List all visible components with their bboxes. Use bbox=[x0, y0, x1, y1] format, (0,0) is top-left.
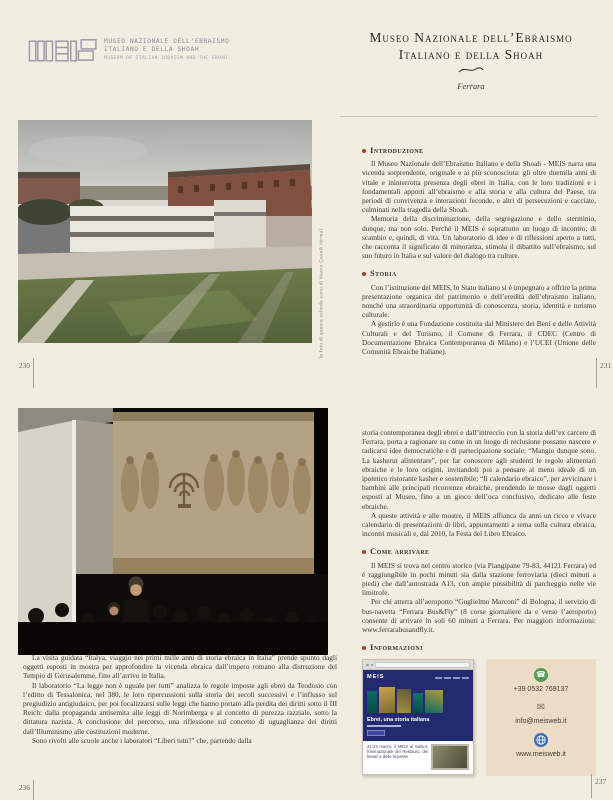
paragraph: storia contemporanea degli ebrei e dall’intreccio con la storia dell’ex carcere di Ferrara, porta a ragionare su come in un luogo di reclusione possano nascere e radicarsi idee democratiche e di partecipazione sociale; “Mangio dunque sono. La kasherut alimentare”, per far conoscere agli studenti le regole alimentari ebraiche e le loro origini, invitandoli poi a pensare al menu ideale di un ipotetico ristorante kasher e sostenibile; “Il calendario ebraico”, per avvicinare i bambini alle principali ricorrenze ebraiche, prendendo le mosse dagli oggetti esposti al Museo, fino a un gioco dell’oca conclusivo, dedicato alle feste ebraiche. bbox=[362, 428, 596, 511]
column-page-231 bbox=[362, 146, 596, 356]
section-heading-informazioni bbox=[362, 643, 596, 652]
paragraph: A queste attività e alle mostre, il MEIS affianca da anni un ricco e vivace calendario di presentazioni di libri, appuntamenti a tema sulla cultura ebraica, incontri musicali e, dal 2010, la Festa del Libro Ebraico. bbox=[362, 510, 596, 539]
red-bullet-icon bbox=[362, 149, 366, 153]
folio-237: 237 bbox=[595, 777, 607, 786]
logo-line-1: MUSEO NAZIONALE DELL'EBRAISMO bbox=[104, 38, 230, 45]
folio-231-rule bbox=[596, 358, 597, 388]
logo-line-3: MUSEUM OF ITALIAN JUDAISM AND THE SHOAH bbox=[104, 56, 228, 61]
phone-icon: ☎ bbox=[534, 668, 548, 682]
website-hero bbox=[363, 670, 473, 740]
photo-credit: le foto di questa scheda sono di Marco Caselli Nirmal bbox=[319, 229, 325, 358]
website-screenshot-thumbnail bbox=[362, 659, 474, 774]
column-page-236 bbox=[23, 653, 337, 745]
paragraph: A gestirlo è una Fondazione costituita dal Ministero dei Beni e delle Attività Culturali e del Turismo, il Comune di Ferrara, il CDEC (Centro di Documentazione Ebraica Contemporanea di Milano) e l’UCEI (Unione delle Comunità Ebraiche Italiane). bbox=[362, 319, 596, 357]
informazioni-row bbox=[362, 659, 596, 776]
paragraph: Per chi atterra all’aeroporto “Guglielmo Marconi” di Bologna, il servizio di bus-navetta “Ferrara Bus&Fly” (8 corse giornaliere da e verso l’aeroporto) consente di arrivare in soli 60 minuti a Ferrara. Per maggiori informazioni: www.ferrarabusandfly.it. bbox=[362, 597, 596, 635]
red-bullet-icon bbox=[362, 646, 366, 650]
section-heading-introduzione bbox=[362, 146, 596, 155]
browser-dot-icon bbox=[366, 664, 369, 667]
folio-237-rule bbox=[591, 774, 592, 798]
folio-230: 230 bbox=[18, 361, 30, 370]
header-rule bbox=[340, 116, 598, 117]
section-heading-label: Introduzione bbox=[370, 145, 424, 155]
paragraph: La visita guidata “Italya, viaggio nei primi mille anni di storia ebraica in Italia” prende spunto dagli oggetti esposti in mostra per approfondire la vicenda ebraica dall’impero romano alla distruzione del Tempio di Gerusalemme, fino all’arrivo in Italia. bbox=[23, 653, 337, 681]
contact-email: info@meisweb.it bbox=[515, 717, 567, 725]
section-heading-come-arrivare bbox=[362, 547, 596, 556]
paragraph: Il laboratorio “La legge non è uguale per tutti” analizza le regole imposte agli ebrei da Teodosio con l’editto di Tessalonica, nel 380, le loro ripercussioni sulla storia dei secoli successivi e l’influsso sul pregiudizio antigiudaico, per poi focalizzarsi sulle leggi che hanno portato alla perdita dei diritti sotto il III Reich: dalla propaganda antisemita alle leggi di Norimberga e al concetto di purezza razziale, sotto la dittatura nazista. A conclusione del percorso, una riflessione sul concetto di uguaglianza dei diritti dall’Illuminismo alle costituzioni moderne. bbox=[23, 680, 337, 736]
meis-logo-mark bbox=[28, 36, 98, 66]
browser-address-bar bbox=[375, 662, 470, 668]
section-heading-storia bbox=[362, 269, 596, 278]
red-bullet-icon bbox=[362, 272, 366, 276]
paragraph: Il Museo Nazionale dell’Ebraismo Italiano e della Shoah - MEIS narra una vicenda sorprendente, originale e ai più sconosciuta: gli oltre duemila anni di vitale e ininterrotta presenza degli ebrei in Italia, con le loro tradizioni e i fondamentali apporti all’ebraismo e alla storia e alla cultura del Paese, tra periodi di convivenza e interazioni feconde, e altri di persecuzioni e cacciate, culminati nella tragedia della Shoah. bbox=[362, 159, 596, 215]
museum-aerial-photo bbox=[18, 120, 312, 343]
title-ornament-icon bbox=[458, 66, 484, 74]
page-title-line-2: Italiano e della Shoah bbox=[398, 46, 544, 62]
website-news-image bbox=[431, 744, 469, 770]
website-headline: Ebrei, una storia italiana bbox=[367, 716, 430, 723]
browser-dot-icon bbox=[371, 664, 374, 667]
folio-236-rule bbox=[33, 780, 34, 800]
paragraph: Con l’istituzione del MEIS, lo Stato italiano si è impegnato a offrire la prima presentazione organica del patrimonio e dell’eredità dell’ebraismo italiano, nonché una straordinaria opportunità di conoscenza, storia, identità e turismo culturale. bbox=[362, 282, 596, 320]
red-bullet-icon bbox=[362, 550, 366, 554]
section-heading-label: Storia bbox=[370, 268, 397, 279]
envelope-icon: ✉ bbox=[536, 701, 546, 713]
section-heading-label: Informazioni bbox=[370, 642, 423, 653]
logo-line-2: ITALIANO E DELLA SHOAH bbox=[104, 46, 200, 53]
meis-logo-text bbox=[104, 38, 229, 62]
website-subtitle-bar bbox=[367, 725, 401, 727]
folio-231: 231 bbox=[600, 361, 612, 370]
contact-card bbox=[486, 659, 596, 776]
contact-phone: +39 0532 769137 bbox=[513, 686, 569, 694]
page-title-line-1: Museo Nazionale dell’Ebraismo bbox=[369, 30, 573, 45]
paragraph: Memoria della discriminazione, della segregazione e dello sterminio, dunque, ma non solo. Perché il MEIS è soprattutto un luogo di incontro, di scambio e, quindi, di vita. Un laboratorio di idee e di riflessioni aperto a tutti, che racconta il significato di minoranza, stimola il dibattito sull’ebraismo, sul suo futuro in Italia e sul valore del dialogo tra culture. bbox=[362, 214, 596, 261]
section-heading-label: Come arrivare bbox=[370, 546, 430, 557]
website-news-strip bbox=[363, 741, 473, 774]
paragraph: Sono rivolti alle scuole anche i laboratori “Liberi tutti!” che, partendo dalla bbox=[32, 735, 252, 745]
page-title bbox=[340, 30, 602, 91]
website-artwork-blocks bbox=[367, 687, 469, 713]
folio-236: 236 bbox=[18, 783, 30, 792]
browser-chrome bbox=[363, 660, 473, 670]
globe-icon bbox=[490, 733, 592, 747]
folio-230-rule bbox=[33, 358, 34, 388]
page-title-place: Ferrara bbox=[457, 81, 485, 91]
website-button bbox=[367, 730, 385, 736]
contact-website: www.meisweb.it bbox=[516, 750, 566, 758]
exhibition-interior-photo bbox=[18, 408, 328, 655]
paragraph: Il MEIS si trova nel centro storico (via Piangipane 79-83, 44121 Ferrara) ed è raggiungibile in pochi minuti sia dalla stazione ferroviaria (dieci minuti a piedi) che dall’autostrada A13, con ampie possibilità di parcheggio nelle vie limitrofe. bbox=[362, 560, 596, 598]
website-brand: MEIS bbox=[367, 674, 385, 681]
website-news-text: 21-23 marzo, il MEIS al Salone Internazionale del Restauro, dei Musei e delle Imprese bbox=[367, 743, 428, 760]
column-page-237 bbox=[362, 428, 596, 776]
website-nav-bars bbox=[435, 677, 469, 679]
